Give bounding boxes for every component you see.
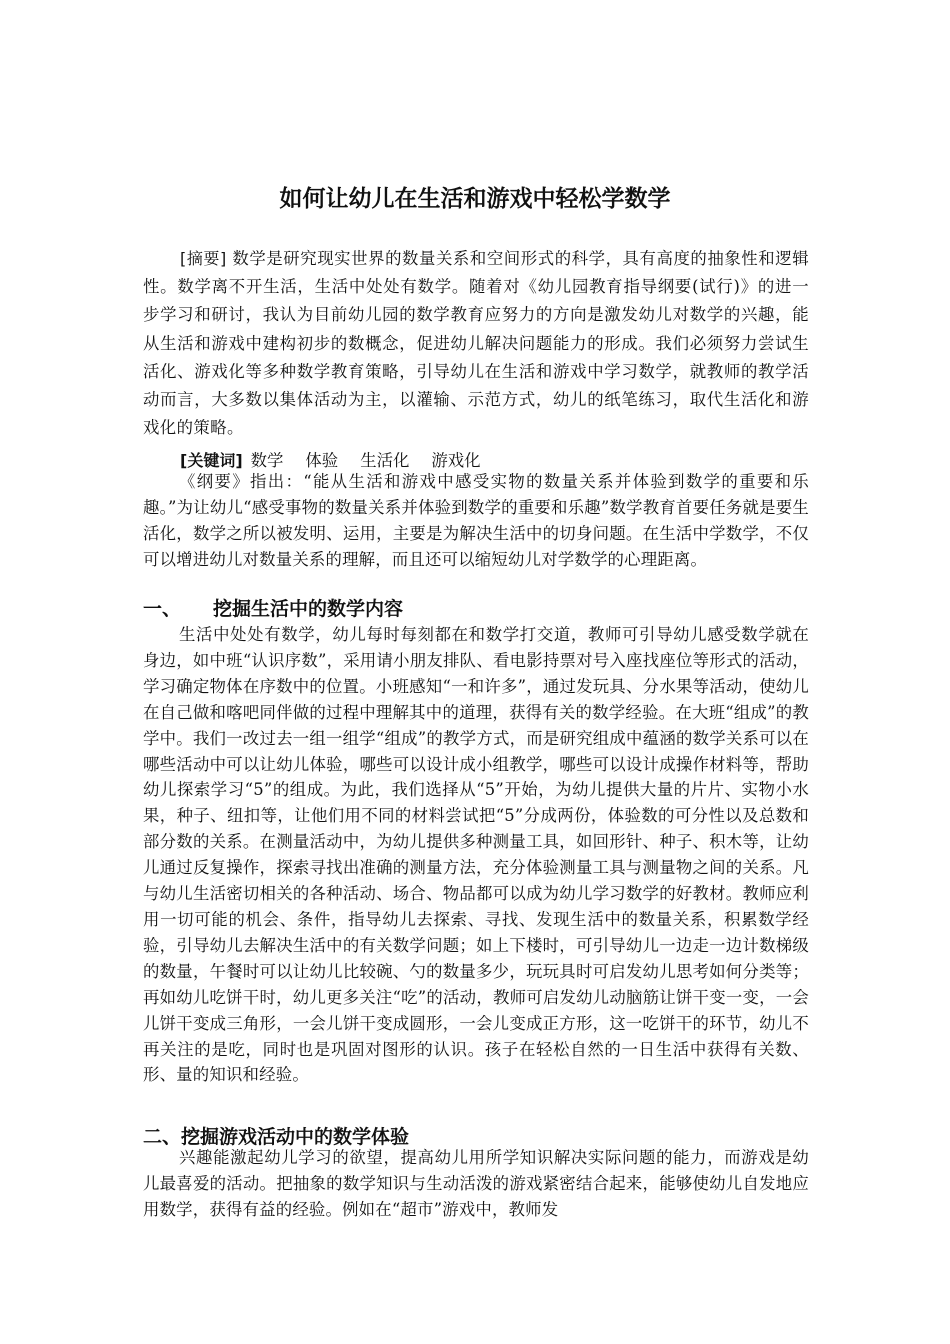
intro-paragraph: 《纲要》指出：“能从生活和游戏中感受实物的数量关系并体验到数学的重要和乐趣。”为让幼儿“感受事物的数量关系并体验到数学的重要和乐趣”数学教育首要任务就是要生活化，数学之所以被发明、运用，主要是为解决生活中的切身问题。在生活中学数学，不仅可以增进幼儿对数量关系的理解，而且还可以缩短幼儿对学数学的心理距离。: [143, 472, 809, 569]
section-1-paragraph: 生活中处处有数学，幼儿每时每刻都在和数学打交道，教师可引导幼儿感受数学就在身边，如中班“认识序数”，采用请小朋友排队、看电影持票对号入座找座位等形式的活动，学习确定物体在序数中的位置。小班感知“一和许多”，通过发玩具、分水果等活动，使幼儿在自己做和喀吧同伴做的过程中理解其中的道理，获得有关的数学经验。在大班“组成”的教学中。我们一改过去一组一组学“组成”的教学方式，而是研究组成中蕴涵的数学关系可以在哪些活动中可以让幼儿体验，哪些可以设计成小组教学，哪些可以设计成操作材料等，帮助幼儿探索学习“5”的组成。为此，我们选择从“5”开始，为幼儿提供大量的片片、实物小水果，种子、纽扣等，让他们用不同的材料尝试把“5”分成两份，体验数的可分性以及总数和部分数的关系。在测量活动中，为幼儿提供多种测量工具，如回形针、种子、积木等，让幼儿通过反复操作，探索寻找出准确的测量方法，充分体验测量工具与测量物之间的关系。凡与幼儿生活密切相关的各种活动、场合、物品都可以成为幼儿学习数学的好教材。教师应利用一切可能的机会、条件，指导幼儿去探索、寻找、发现生活中的数量关系，积累数学经验，引导幼儿去解决生活中的有关数学问题；如上下楼时，可引导幼儿一边走一边计数梯级的数量，午餐时可以让幼儿比较碗、勺的数量多少，玩玩具时可启发幼儿思考如何分类等；再如幼儿吃饼干时，幼儿更多关注“吃”的活动，教师可启发幼儿动脑筋让饼干变一变，一会儿饼干变成三角形，一会儿饼干变成圆形，一会儿变成正方形，这一吃饼干的环节，幼儿不再关注的是吃，同时也是巩固对图形的认识。孩子在轻松自然的一日生活中获得有关数、形、量的知识和经验。: [143, 625, 809, 1085]
document-title: 如何让幼儿在生活和游戏中轻松学数学: [279, 186, 671, 212]
abstract-paragraph: [143, 245, 809, 442]
keyword-item: 游戏化: [431, 451, 481, 470]
keyword-item: 生活化: [360, 451, 410, 470]
keywords-tag: [关键词]: [180, 451, 243, 470]
abstract-text: 数学是研究现实世界的数量关系和空间形式的科学，具有高度的抽象性和逻辑性。数学离不开生活，生活中处处有数学。随着对《幼儿园教育指导纲要(试行)》的进一步学习和研讨，我认为目前幼儿园的数学教育应努力的方向是激发幼儿对数学的兴趣，能从生活和游戏中建构初步的数概念，促进幼儿解决问题能力的形成。我们必须努力尝试生活化、游戏化等多种数学教育策略，引导幼儿在生活和游戏中学习数学，就教师的教学活动而言，大多数以集体活动为主，以灌输、示范方式，幼儿的纸笔练习，取代生活化和游戏化的策略。: [143, 249, 809, 438]
section-1-number: 一、: [143, 598, 182, 620]
section-1-heading: [143, 596, 403, 622]
section-2-paragraph: 兴趣能激起幼儿学习的欲望，提高幼儿用所学知识解决实际问题的能力，而游戏是幼儿最喜爱的活动。把抽象的数学知识与生动活泼的游戏紧密结合起来，能够使幼儿自发地应用数学，获得有益的经验。例如在“超市”游戏中，教师发: [143, 1148, 809, 1219]
section-1-title: 挖掘生活中的数学内容: [213, 598, 404, 620]
keyword-item: 数学: [250, 451, 284, 470]
keyword-item: 体验: [305, 451, 339, 470]
abstract-tag: [摘要]: [180, 249, 227, 268]
section-2-heading: 二、挖掘游戏活动中的数学体验: [143, 1126, 410, 1148]
